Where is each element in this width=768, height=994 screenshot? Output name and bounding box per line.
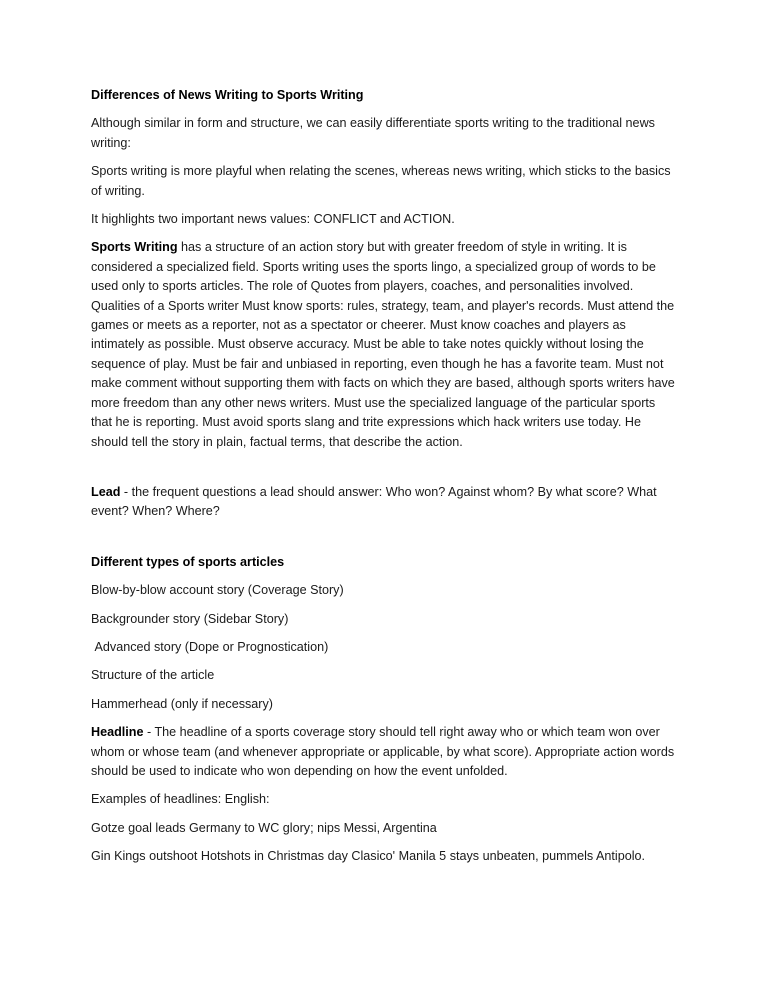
paragraph-headline [91, 723, 676, 781]
list-item-structure: Structure of the article [91, 668, 215, 683]
paragraph-intro: Although similar in form and structure, we can easily differentiate sports writing to the traditional news writing: [91, 116, 659, 150]
headline-body: - The headline of a sports coverage story should tell right away who or which team won over whom or whose team (and whenever appropriate or applicable, by what score). Appropriate action words should be used to indicate who won depending on how the event unfolded. [91, 725, 678, 778]
headline-example-1: Gotze goal leads Germany to WC glory; nips Messi, Argentina [91, 820, 437, 835]
paragraph-sports-writing [91, 238, 679, 451]
list-item-advanced-story: Advanced story (Dope or Prognostication) [91, 639, 329, 654]
subheading-types-of-articles: Different types of sports articles [91, 554, 285, 569]
paragraph-examples-label: Examples of headlines: English: [91, 792, 270, 807]
list-item-hammerhead: Hammerhead (only if necessary) [91, 696, 273, 711]
lead-body: - the frequent questions a lead should answer: Who won? Against whom? By what score? What event? When? Where? [91, 484, 661, 519]
list-item-backgrounder-story: Backgrounder story (Sidebar Story) [91, 611, 289, 626]
paragraph-lead [91, 483, 676, 522]
lead-term: Lead [91, 484, 121, 499]
sports-writing-term: Sports Writing [91, 240, 178, 255]
blank-line [91, 531, 676, 553]
headline-term: Headline [91, 725, 144, 740]
list-item-coverage-story: Blow-by-blow account story (Coverage Story) [91, 583, 344, 598]
paragraph-playful-comparison: Sports writing is more playful when relating the scenes, whereas news writing, which sticks to the basics of writing. [91, 164, 675, 198]
headline-example-2: Gin Kings outshoot Hotshots in Christmas day Clasico' Manila 5 stays unbeaten, pummels Antipolo. [91, 849, 646, 864]
blank-line [91, 461, 676, 483]
paragraph-news-values: It highlights two important news values: CONFLICT and ACTION. [91, 212, 455, 227]
sports-writing-body: has a structure of an action story but with greater freedom of style in writing. It is considered a specialized field. Sports writing uses the sports lingo, a specialized group of words to be used only to sports articles. The role of Quotes from players, coaches, and personalities involved. Qualities of a Sports writer Must know sports: rules, strategy, team, and player's records. Must attend the games or meets as a reporter, not as a spectator or cheerer. Must know coaches and players as intimately as possible. Must observe accuracy. Must be able to take notes quickly without losing the sequence of play. Must be fair and unbiased in reporting, even though he has a favorite team. Must not make comment without supporting them with facts on which they are based, although sports writers have more freedom than any other news writers. Must use the specialized language of the particular sports that he is reporting. Must avoid sports slang and trite expressions which hack writers use today. He should tell the story in plain, factual terms, that describe the action. [91, 240, 679, 449]
document-title: Differences of News Writing to Sports Writing [91, 88, 364, 102]
